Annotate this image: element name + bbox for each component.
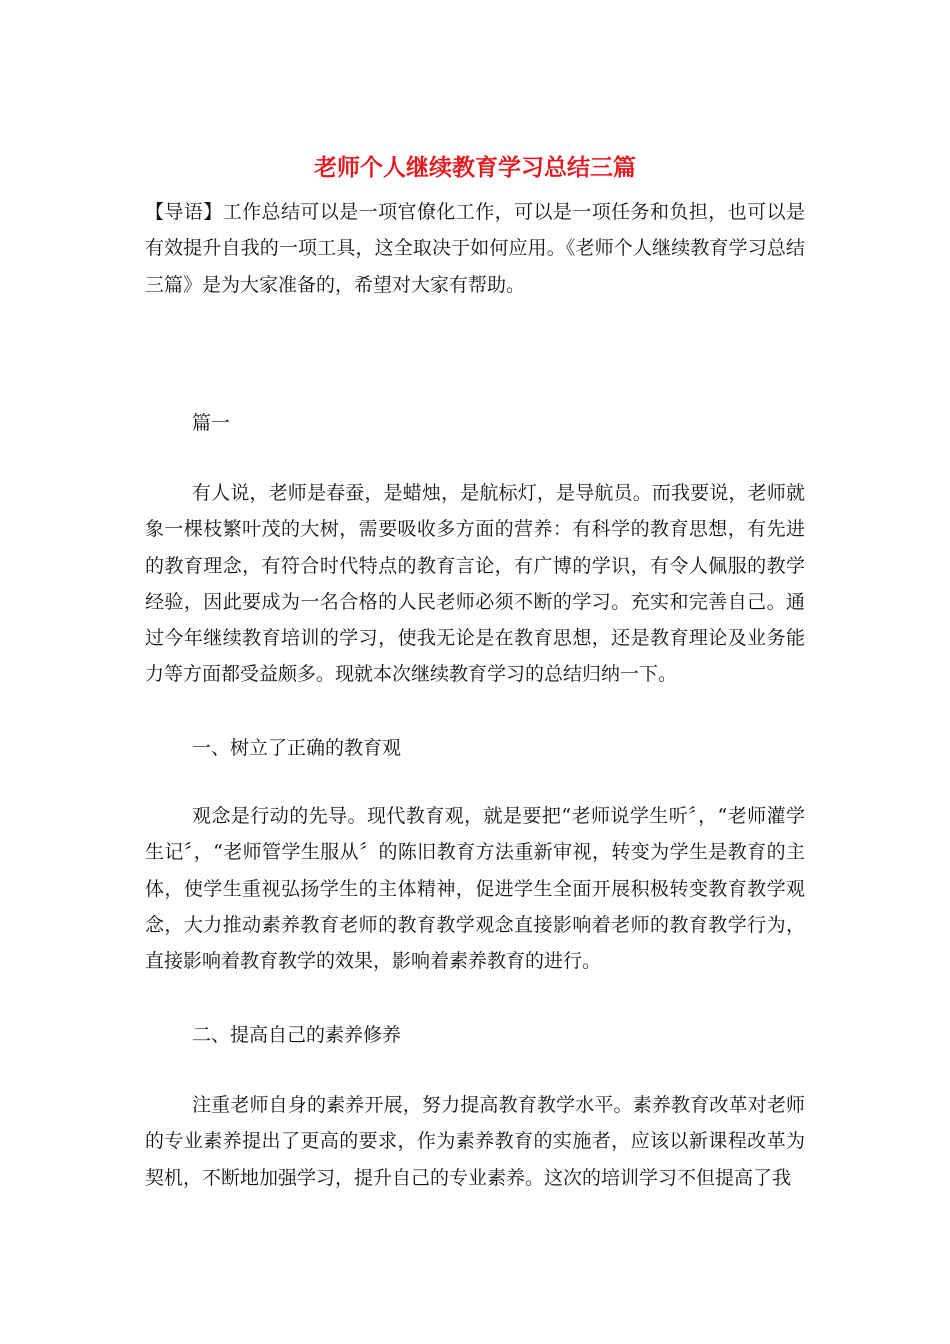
paragraph-1: 有人说，老师是春蚕，是蜡烛，是航标灯，是导航员。而我要说，老师就象一棵枝繁叶茂的大树，需要吸收多方面的营养：有科学的教育思想，有先进的教育理念，有符合时代特点的教育言论，有广博的学识，有令人佩服的教学经验，因此要成为一名合格的人民老师必须不断的学习。充实和完善自己。通过今年继续教育培训的学习，使我无论是在教育思想，还是教育理论及业务能力等方面都受益颇多。现就本次继续教育学习的总结归纳一下。 [145,482,805,686]
document-title: 老师个人继续教育学习总结三篇 [314,154,636,181]
lead-paragraph: 【导语】工作总结可以是一项官僚化工作，可以是一项任务和负担，也可以是有效提升自我的一项工具，这全取决于如何应用。《老师个人继续教育学习总结三篇》是为大家准备的，希望对大家有帮助。 [145,201,805,296]
paragraph-2: 观念是行动的先导。现代教育观，就是要把“老师说学生听〞，“老师灌学生记〞，“老师管学生服从〞的陈旧教育方法重新审视，转变为学生是教育的主体，使学生重视弘扬学生的主体精神，促进学生全面开展积极转变教育教学观念，大力推动素养教育老师的教育教学观念直接影响着老师的教育教学行为，直接影响着教育教学的效果，影响着素养教育的进行。 [145,805,805,973]
section-label: 篇一 [192,412,231,434]
paragraph-3: 注重老师自身的素养开展，努力提高教育教学水平。素养教育改革对老师的专业素养提出了更高的要求，作为素养教育的实施者，应该以新课程改革为契机，不断地加强学习，提升自己的专业素养。这次的培训学习不但提高了我 [145,1094,805,1189]
heading-2: 二、提高自己的素养修养 [192,1024,402,1046]
heading-1: 一、树立了正确的教育观 [192,737,402,759]
